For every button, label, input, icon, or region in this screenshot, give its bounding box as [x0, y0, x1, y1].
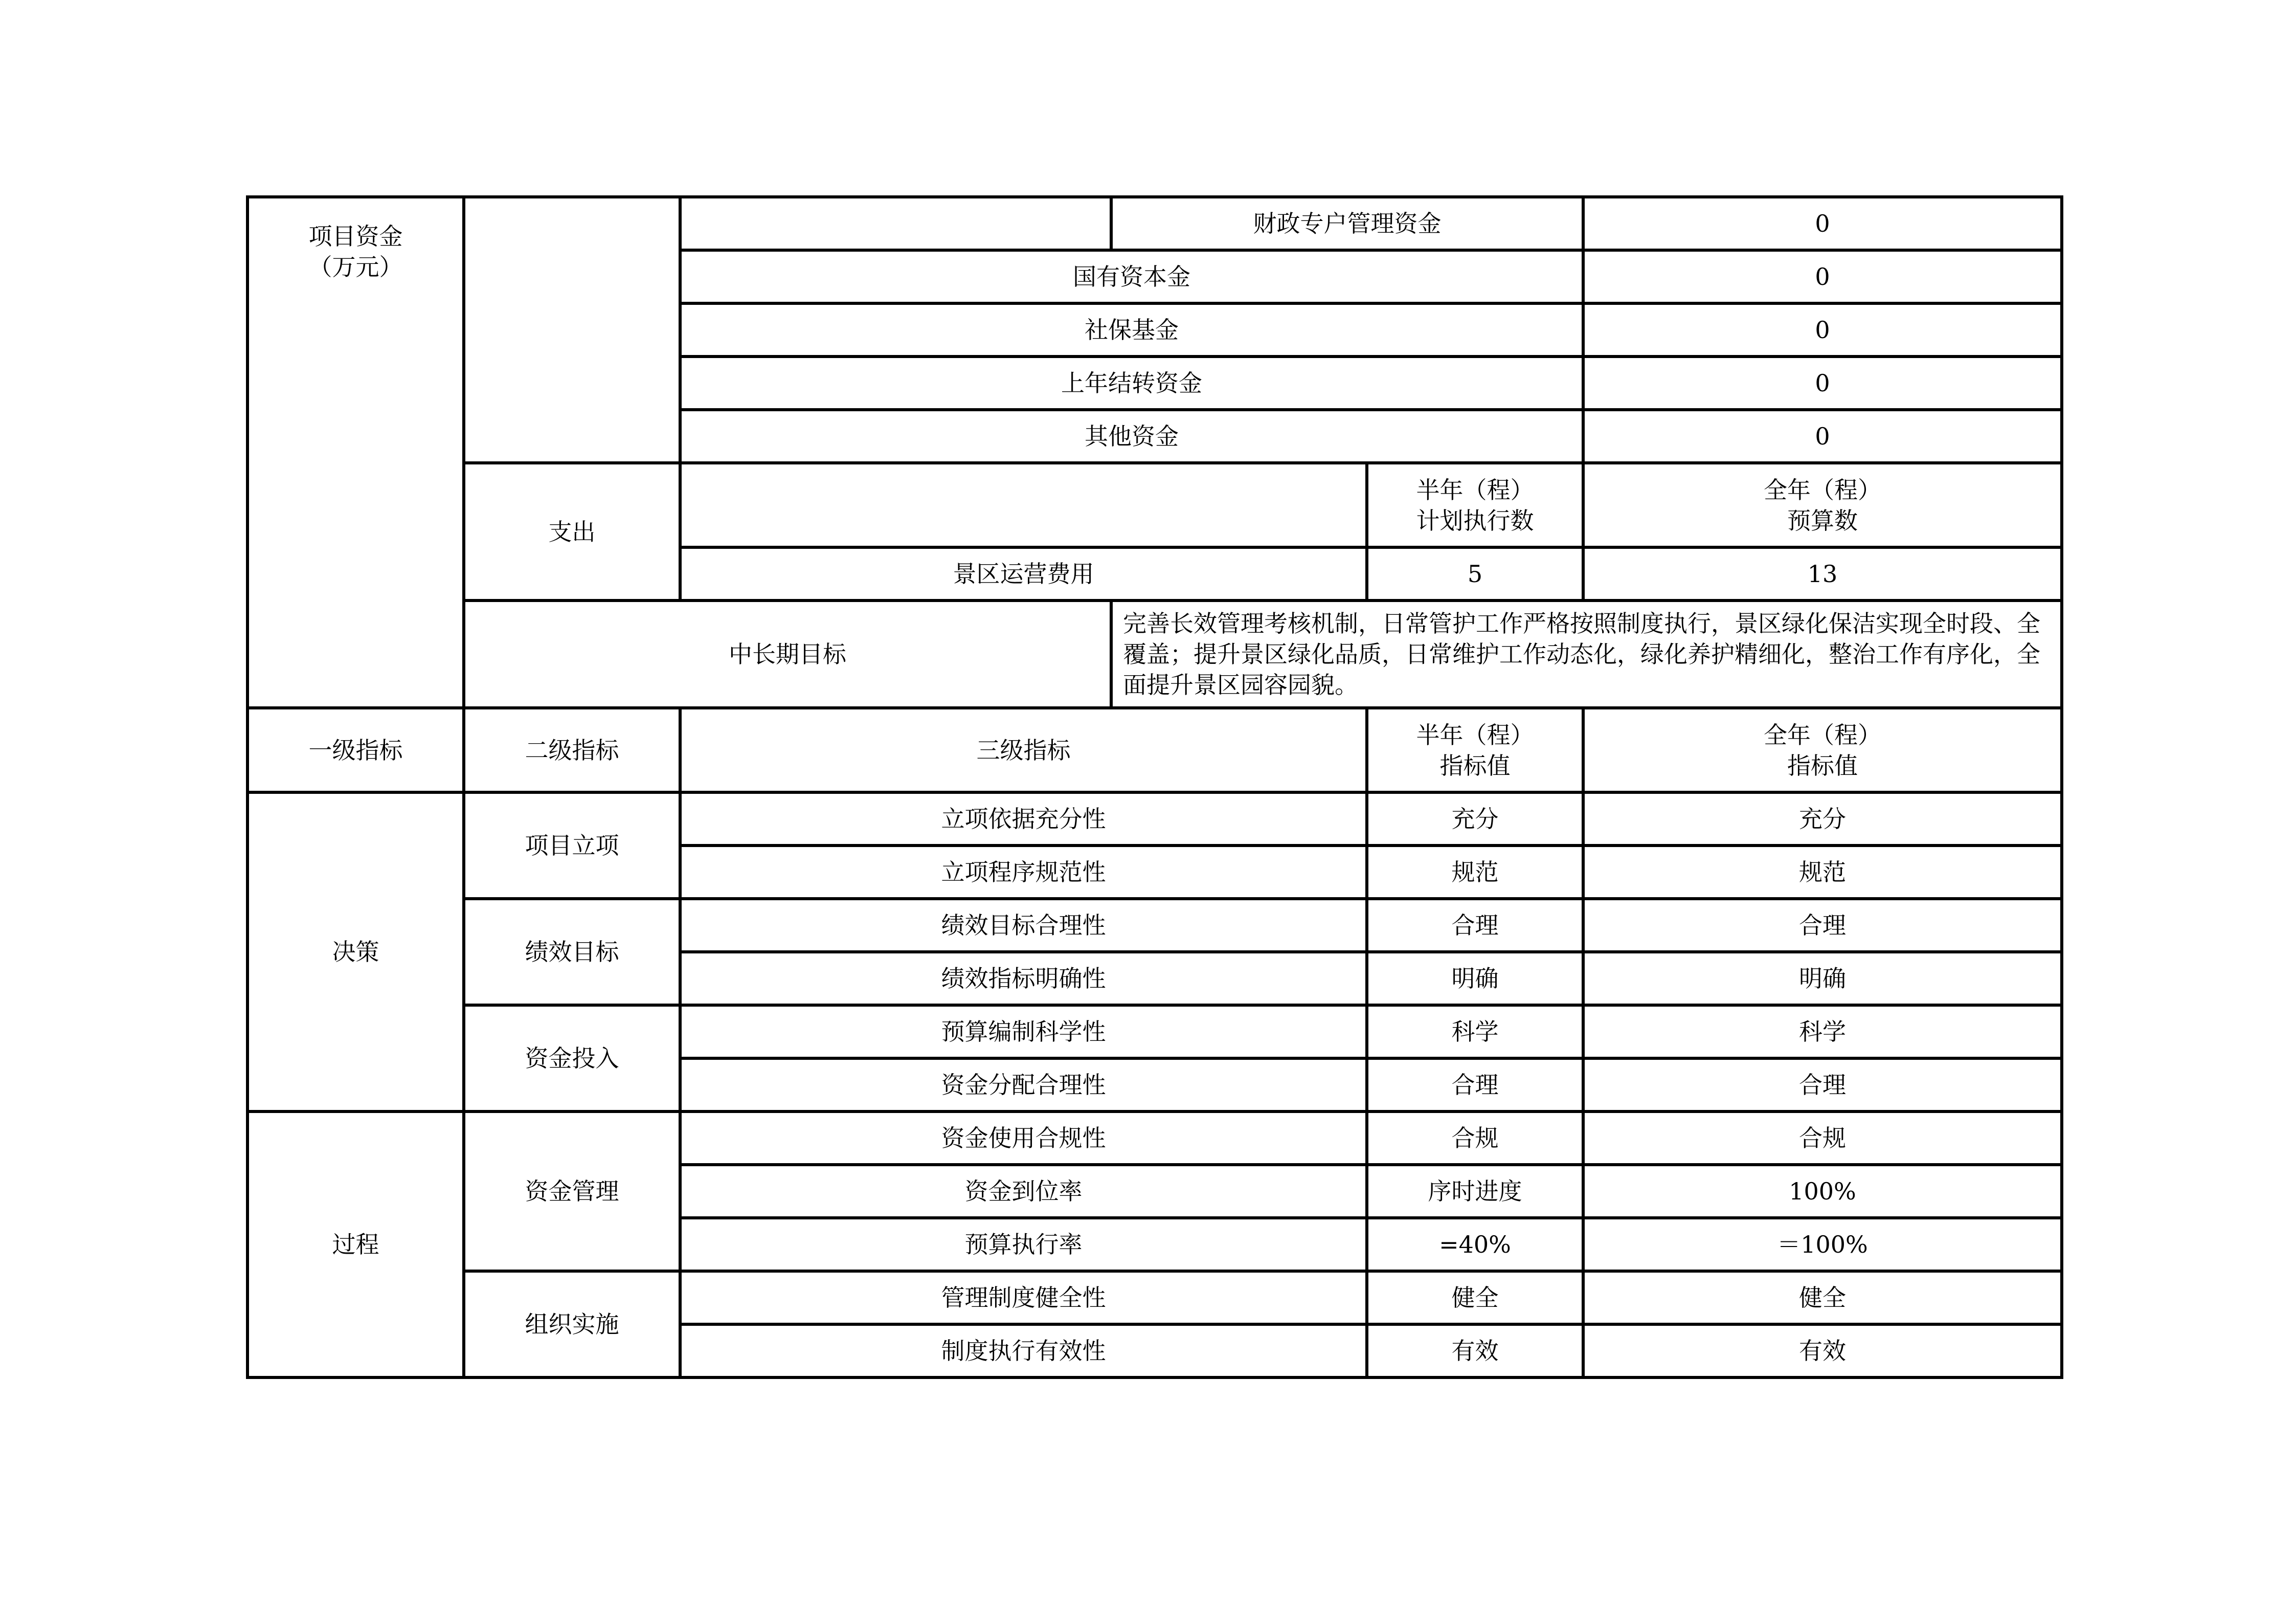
fund-source-name: 其他资金 — [680, 410, 1583, 463]
indicator-row — [247, 1005, 2062, 1058]
half-value-cell: 科学 — [1367, 1005, 1583, 1058]
fund-source-value: 0 — [1583, 303, 2062, 357]
performance-target-table — [246, 195, 2063, 1379]
funds-blank-cell — [464, 197, 680, 463]
full-value-cell: 明确 — [1583, 952, 2062, 1005]
level3-cell: 预算编制科学性 — [680, 1005, 1367, 1058]
indicator-row — [247, 899, 2062, 952]
expense-full-header-line1: 全年（程） — [1764, 476, 1881, 504]
expense-half-header-line1: 半年（程） — [1416, 476, 1534, 504]
full-value-cell: 合规 — [1583, 1111, 2062, 1165]
level3-cell: 绩效指标明确性 — [680, 952, 1367, 1005]
full-value-cell: 充分 — [1583, 792, 2062, 846]
fund-source-value: 0 — [1583, 357, 2062, 410]
half-value-cell: 规范 — [1367, 846, 1583, 899]
goal-text: 完善长效管理考核机制，日常管护工作严格按照制度执行，景区绿化保洁实现全时段、全覆盖；提升景区绿化品质，日常维护工作动态化，绿化养护精细化，整治工作有序化，全面提升景区园容园貌。 — [1111, 600, 2062, 708]
half-value-header-line1: 半年（程） — [1416, 721, 1534, 749]
fund-source-value: 0 — [1583, 197, 2062, 250]
expense-full-header — [1583, 463, 2062, 547]
fund-row-special — [247, 197, 2062, 250]
indicator-row — [247, 792, 2062, 846]
funds-unit-label: （万元） — [308, 253, 403, 281]
half-value-cell: 合规 — [1367, 1111, 1583, 1165]
half-value-cell: 合理 — [1367, 1058, 1583, 1111]
expense-header-blank — [680, 463, 1367, 547]
half-value-cell: 明确 — [1367, 952, 1583, 1005]
level2-cell: 绩效目标 — [464, 899, 680, 1005]
full-value-cell: ＝100% — [1583, 1218, 2062, 1271]
fund-source-name: 国有资本金 — [680, 250, 1583, 303]
expense-label: 支出 — [464, 463, 680, 600]
level2-cell: 项目立项 — [464, 792, 680, 899]
level3-cell: 预算执行率 — [680, 1218, 1367, 1271]
expense-half-header — [1367, 463, 1583, 547]
half-value-cell: 合理 — [1367, 899, 1583, 952]
full-value-header-line2: 指标值 — [1787, 751, 1858, 780]
half-value-cell: =40% — [1367, 1218, 1583, 1271]
expense-item-full: 13 — [1583, 547, 2062, 600]
level3-cell: 资金使用合规性 — [680, 1111, 1367, 1165]
full-value-cell: 科学 — [1583, 1005, 2062, 1058]
full-value-cell: 合理 — [1583, 899, 2062, 952]
indicator-row — [247, 1271, 2062, 1324]
fund-source-value: 0 — [1583, 250, 2062, 303]
indicator-header-row — [247, 708, 2062, 792]
full-value-header-line1: 全年（程） — [1764, 721, 1881, 749]
half-value-header — [1367, 708, 1583, 792]
goal-label: 中长期目标 — [464, 600, 1111, 708]
expense-header-row — [247, 463, 2062, 547]
half-value-cell: 健全 — [1367, 1271, 1583, 1324]
expense-half-header-line2: 计划执行数 — [1416, 506, 1534, 535]
indicator-row — [247, 1111, 2062, 1165]
level2-cell: 组织实施 — [464, 1271, 680, 1377]
level3-header: 三级指标 — [680, 708, 1367, 792]
funds-label-cell — [247, 197, 464, 708]
level2-cell: 资金投入 — [464, 1005, 680, 1111]
fund-source-name: 社保基金 — [680, 303, 1583, 357]
expense-full-header-line2: 预算数 — [1787, 506, 1858, 535]
full-value-cell: 合理 — [1583, 1058, 2062, 1111]
expense-item-half: 5 — [1367, 547, 1583, 600]
half-value-cell: 有效 — [1367, 1324, 1583, 1377]
full-value-cell: 规范 — [1583, 846, 2062, 899]
full-value-cell: 健全 — [1583, 1271, 2062, 1324]
fund-source-value: 0 — [1583, 410, 2062, 463]
level2-header: 二级指标 — [464, 708, 680, 792]
level3-cell: 资金到位率 — [680, 1165, 1367, 1218]
level3-cell: 绩效目标合理性 — [680, 899, 1367, 952]
level3-cell: 立项依据充分性 — [680, 792, 1367, 846]
level3-cell: 立项程序规范性 — [680, 846, 1367, 899]
fund-source-name: 上年结转资金 — [680, 357, 1583, 410]
level2-cell: 资金管理 — [464, 1111, 680, 1271]
full-value-cell: 有效 — [1583, 1324, 2062, 1377]
full-value-cell: 100% — [1583, 1165, 2062, 1218]
half-value-cell: 充分 — [1367, 792, 1583, 846]
expense-item-name: 景区运营费用 — [680, 547, 1367, 600]
full-value-header — [1583, 708, 2062, 792]
half-value-header-line2: 指标值 — [1439, 751, 1511, 780]
level1-cell: 过程 — [247, 1111, 464, 1377]
level3-cell: 管理制度健全性 — [680, 1271, 1367, 1324]
funds-label: 项目资金 — [308, 223, 403, 250]
fund-source-name: 财政专户管理资金 — [1111, 197, 1583, 250]
fund-source-blank-cell — [680, 197, 1111, 250]
level3-cell: 制度执行有效性 — [680, 1324, 1367, 1377]
level1-header: 一级指标 — [247, 708, 464, 792]
half-value-cell: 序时进度 — [1367, 1165, 1583, 1218]
level3-cell: 资金分配合理性 — [680, 1058, 1367, 1111]
goal-row — [247, 600, 2062, 708]
level1-cell: 决策 — [247, 792, 464, 1111]
